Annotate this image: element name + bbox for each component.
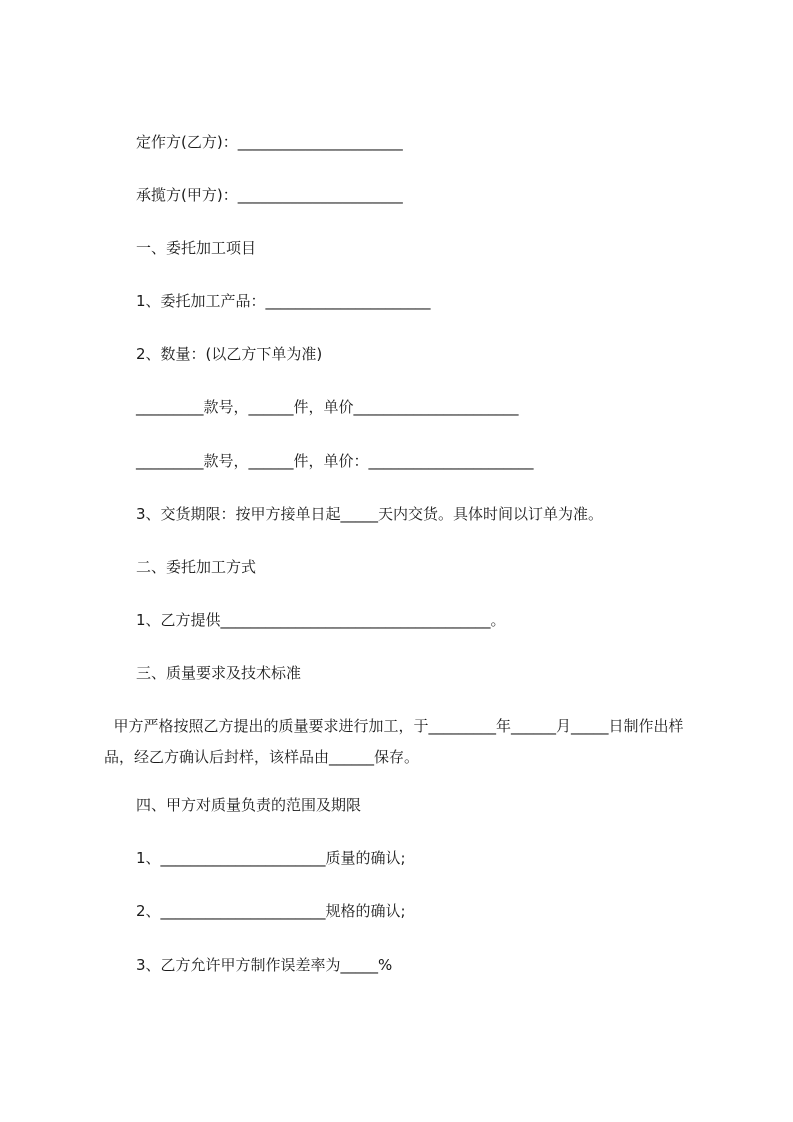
section-heading-1: 一、委托加工项目 xyxy=(136,239,257,257)
contractor-party-line: 承揽方(甲方)：______________________ xyxy=(136,186,403,204)
spec-confirmation-line: 2、______________________规格的确认; xyxy=(136,902,406,920)
clause-2-quantity: 2、数量：(以乙方下单为准) xyxy=(136,345,323,363)
quality-paragraph: 甲方严格按照乙方提出的质量要求进行加工，于_________年______月_____日制作出样品，经乙方确认后封样，该样品由______保存。 xyxy=(104,717,684,766)
section-heading-4: 四、甲方对质量负责的范围及期限 xyxy=(136,796,362,814)
clause-supply: 1、乙方提供____________________________________。 xyxy=(136,611,506,629)
style-price-line-1: _________款号，______件，单价______________________ xyxy=(136,398,519,416)
clause-3-delivery: 3、交货期限：按甲方接单日起_____天内交货。具体时间以订单为准。 xyxy=(136,505,604,523)
style-price-line-2: _________款号，______件，单价：______________________ xyxy=(136,452,534,470)
section-heading-2: 二、委托加工方式 xyxy=(136,558,257,576)
error-rate-line: 3、乙方允许甲方制作误差率为_____% xyxy=(136,956,393,974)
clause-1-product: 1、委托加工产品：______________________ xyxy=(136,292,431,310)
client-party-line: 定作方(乙方)：______________________ xyxy=(136,133,403,151)
quality-confirmation-line: 1、______________________质量的确认; xyxy=(136,849,406,867)
section-heading-3: 三、质量要求及技术标准 xyxy=(136,664,302,682)
